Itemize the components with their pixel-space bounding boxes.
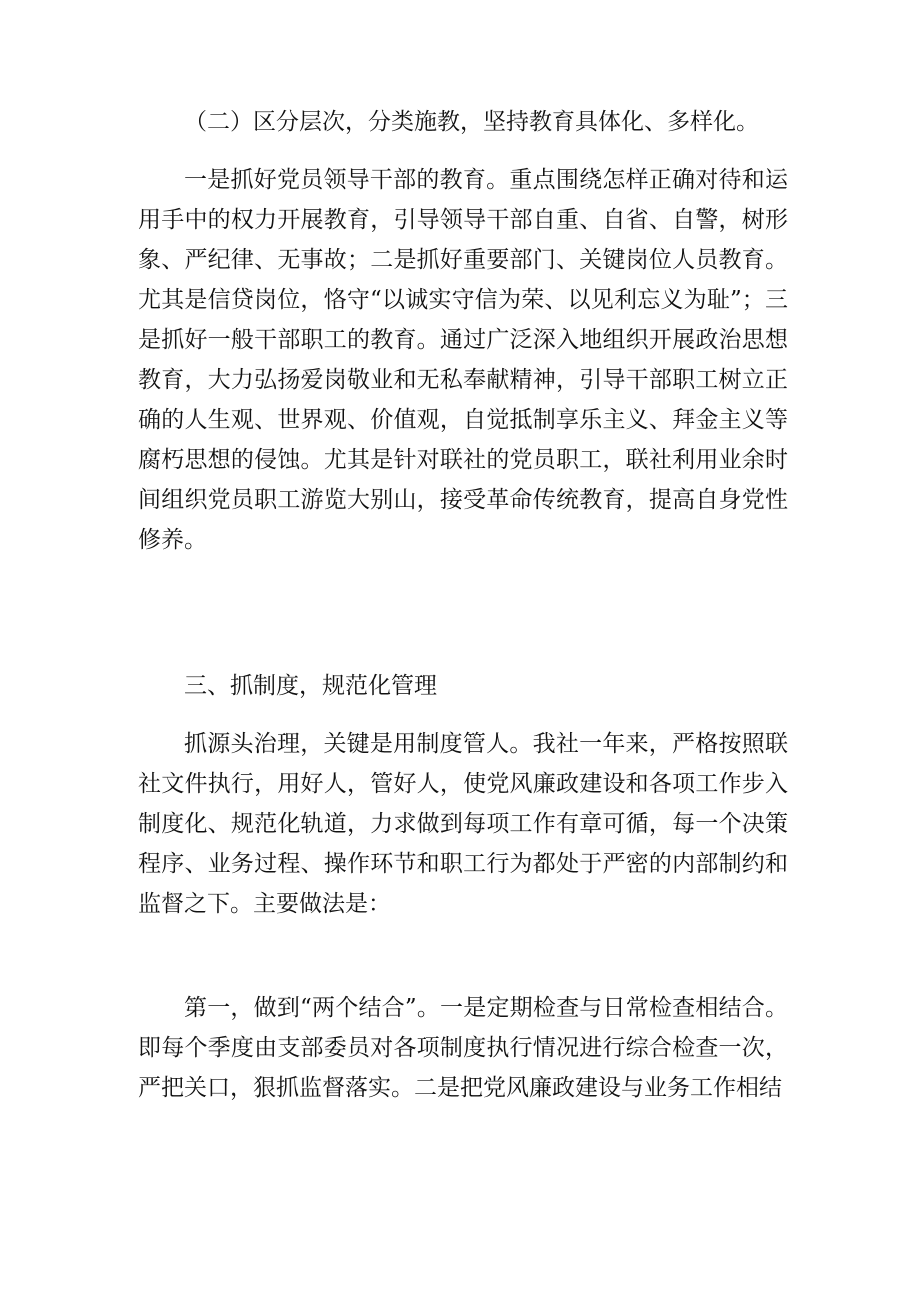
body-paragraph-education: 一是抓好党员领导干部的教育。重点围绕怎样正确对待和运用手中的权力开展教育，引导领导干部自重、自省、自警，树形象、严纪律、无事故；二是抓好重要部门、关键岗位人员教育。尤其是信贷岗位，恪守“以诚实守信为荣、以见利忘义为耻”；三是抓好一般干部职工的教育。通过广泛深入地组织开展政治思想教育，大力弘扬爱岗敬业和无私奉献精神，引导干部职工树立正确的人生观、世界观、价值观，自觉抵制享乐主义、拜金主义等腐朽思想的侵蚀。尤其是针对联社的党员职工，联社利用业余时间组织党员职工游览大别山，接受革命传统教育，提高自身党性修养。 [138,167,788,553]
section-subheading: （二）区分层次，分类施教，坚持教育具体化、多样化。 [184,109,759,135]
section-heading: 三、抓制度，规范化管理 [184,673,437,699]
body-paragraph-system: 抓源头治理，关键是用制度管人。我社一年来，严格按照联社文件执行，用好人，管好人，使党风廉政建设和各项工作步入制度化、规范化轨道，力求做到每项工作有章可循，每一个决策程序、业务过程、操作环节和职工行为都处于严密的内部制约和监督之下。主要做法是： [138,731,788,917]
body-paragraph-combination: 第一，做到“两个结合”。一是定期检查与日常检查相结合。即每个季度由支部委员对各项制度执行情况进行综合检查一次，严把关口，狠抓监督落实。二是把党风廉政建设与业务工作相结 [138,995,788,1101]
